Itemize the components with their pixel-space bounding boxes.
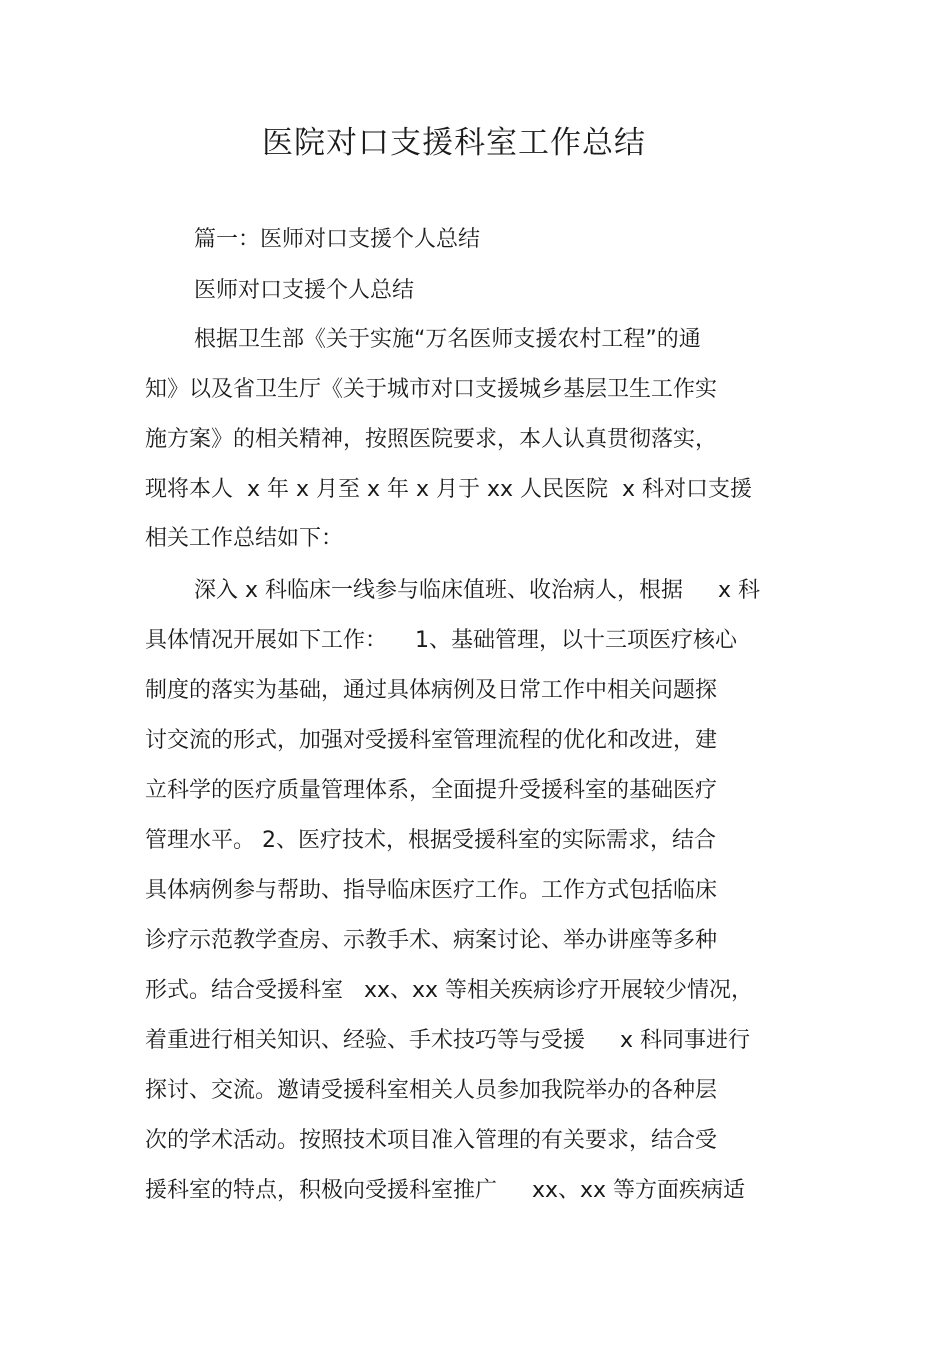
paragraph-line: 相关工作总结如下： [145,526,344,551]
paragraph-line: 具体病例参与帮助、指导临床医疗工作。工作方式包括临床 [145,878,718,903]
paragraph-line: 具体情况开展如下工作： 1、基础管理，以十三项医疗核心 [145,628,737,653]
subsection-heading: 医师对口支援个人总结 [194,278,415,303]
paragraph-line: 形式。结合受援科室 xx、xx 等相关疾病诊疗开展较少情况， [145,978,754,1003]
paragraph-line: 知》以及省卫生厅《关于城市对口支援城乡基层卫生工作实 [145,377,718,402]
paragraph-line: 制度的落实为基础，通过具体病例及日常工作中相关问题探 [145,678,718,703]
paragraph-line: 深入 x 科临床一线参与临床值班、收治病人，根据 x 科 [194,578,760,603]
document-title: 医院对口支援科室工作总结 [262,125,646,161]
paragraph-line: 现将本人 x 年 x 月至 x 年 x 月于 xx 人民医院 x 科对口支援 [145,477,753,502]
paragraph-line: 管理水平。 2、医疗技术，根据受援科室的实际需求，结合 [145,828,716,853]
paragraph-line: 立科学的医疗质量管理体系，全面提升受援科室的基础医疗 [145,778,718,803]
paragraph-line: 讨交流的形式，加强对受援科室管理流程的优化和改进，建 [145,728,718,753]
paragraph-line: 次的学术活动。按照技术项目准入管理的有关要求，结合受 [145,1128,718,1153]
paragraph-line: 施方案》的相关精神，按照医院要求，本人认真贯彻落实， [145,427,718,452]
paragraph-line: 探讨、交流。邀请受援科室相关人员参加我院举办的各种层 [145,1078,718,1103]
paragraph-line: 根据卫生部《关于实施“万名医师支援农村工程”的通 [194,327,701,352]
paragraph-line: 着重进行相关知识、经验、手术技巧等与受援 x 科同事进行 [145,1028,750,1053]
paragraph-line: 援科室的特点，积极向受援科室推广 xx、xx 等方面疾病适 [145,1178,746,1203]
section-heading: 篇一：医师对口支援个人总结 [194,227,481,252]
paragraph-line: 诊疗示范教学查房、示教手术、病案讨论、举办讲座等多种 [145,928,718,953]
